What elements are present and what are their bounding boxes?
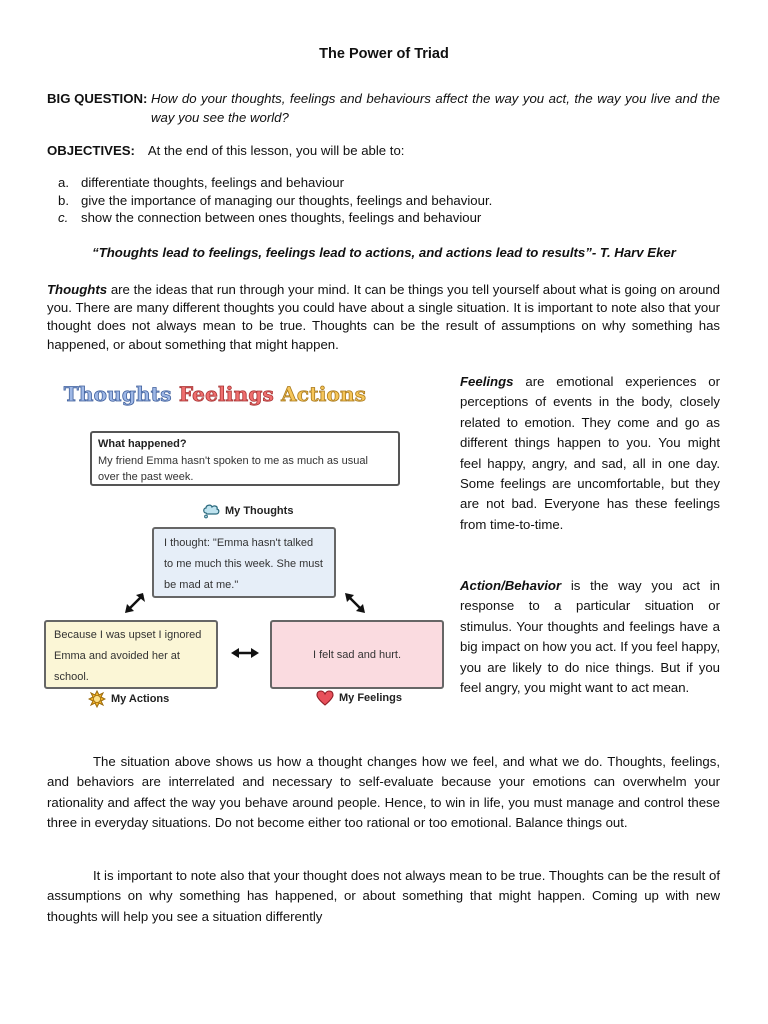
what-happened-box	[90, 431, 400, 486]
list-item-text: differentiate thoughts, feelings and behaviour	[81, 175, 344, 190]
thoughts-lead: Thoughts	[47, 282, 108, 297]
diagram-title-feelings: Feelings	[178, 382, 274, 406]
diagram-title-thoughts: Thoughts	[63, 382, 172, 406]
feelings-paragraph	[460, 372, 720, 535]
action-paragraph	[460, 576, 720, 698]
heart-icon	[316, 690, 334, 706]
sun-burst-icon	[88, 690, 106, 708]
objectives	[47, 143, 404, 158]
objectives-label: OBJECTIVES:	[47, 143, 135, 158]
actions-box: Because I was upset I ignored Emma and avoided her at school.	[44, 620, 218, 689]
feelings-box: I felt sad and hurt.	[270, 620, 444, 689]
what-happened-label: What happened?	[98, 438, 187, 450]
thoughts-paragraph	[47, 281, 720, 354]
my-feelings-text: My Feelings	[339, 692, 402, 704]
situation-paragraph: The situation above shows us how a thought changes how we feel, and what we do. Thoughts, feelings, and behaviors are interrelated and necessary to self-evaluate because your emotions can overwhelm your rationality and affect the way you behave around people. Hence, to win in life, you must manage and control these three in everyday situations. Do not become either too rational or too emotional. Balance things out.	[47, 754, 720, 831]
list-item-text: give the importance of managing our thoughts, feelings and behaviour.	[81, 192, 493, 208]
action-lead: Action/Behavior	[460, 578, 562, 593]
list-item	[58, 192, 492, 210]
closing-paragraph: It is important to note also that your thought does not always mean to be true. Thoughts can be the result of assumptions on why something has happened, or about something that might happen. Coming up with new thoughts will help you see a situation differently	[47, 868, 720, 924]
feelings-lead: Feelings	[460, 374, 514, 389]
list-item	[58, 174, 492, 192]
big-question-label: BIG QUESTION:	[47, 91, 148, 106]
thoughts-box: I thought: "Emma hasn't talked to me much this week. She must be mad at me."	[152, 527, 336, 598]
quote: “Thoughts lead to feelings, feelings lead to actions, and actions lead to results”- T. Harv Eker	[92, 245, 676, 260]
double-arrow-icon	[122, 590, 148, 616]
objectives-list	[58, 174, 492, 227]
triad-diagram	[40, 372, 452, 717]
thought-cloud-icon	[202, 503, 220, 519]
list-item-text: show the connection between ones thoughts, feelings and behaviour	[81, 210, 482, 225]
my-thoughts-label	[202, 503, 293, 519]
action-text: is the way you act in response to a particular situation or stimulus. Your thoughts and feelings have a big impact on how you act. If you feel happy, you are likely to do nice things. But if you feel angry, you might want to act mean.	[460, 578, 720, 696]
my-feelings-label	[316, 690, 402, 706]
thoughts-text: are the ideas that run through your mind. It can be things you tell yourself about what is going on around you. There are many different thoughts you could have about a single situation. It is important to note also that your thought does not always mean to be true. Thoughts can be the result of assumptions on why something has happened, or about something that might happen.	[47, 282, 720, 352]
diagram-title-actions: Actions	[281, 382, 367, 406]
feelings-text: are emotional experiences or perceptions of events in the body, closely related to emotion. They come and go as different things happen to you. You might feel happy, angry, and sad, all in one day. Some feelings are uncomfortable, but they are not bad. Everyone has these feelings from time-to-time.	[460, 374, 720, 532]
my-thoughts-text: My Thoughts	[225, 505, 294, 517]
page-title: The Power of Triad	[319, 46, 449, 62]
what-happened-text: My friend Emma hasn't spoken to me as much as usual over the past week.	[98, 455, 368, 483]
my-actions-label	[88, 690, 169, 708]
double-arrow-icon	[342, 590, 368, 616]
objectives-intro: At the end of this lesson, you will be able to:	[147, 143, 405, 158]
list-item	[58, 209, 492, 227]
list-marker: c.	[58, 210, 69, 225]
list-marker: a.	[58, 175, 69, 190]
list-marker: b.	[58, 192, 69, 208]
diagram-title	[40, 382, 390, 406]
big-question	[47, 89, 720, 127]
horizontal-double-arrow-icon	[230, 646, 260, 660]
my-actions-text: My Actions	[111, 693, 170, 705]
big-question-text: How do your thoughts, feelings and behaviours affect the way you act, the way you live and the way you see the world?	[151, 91, 720, 125]
